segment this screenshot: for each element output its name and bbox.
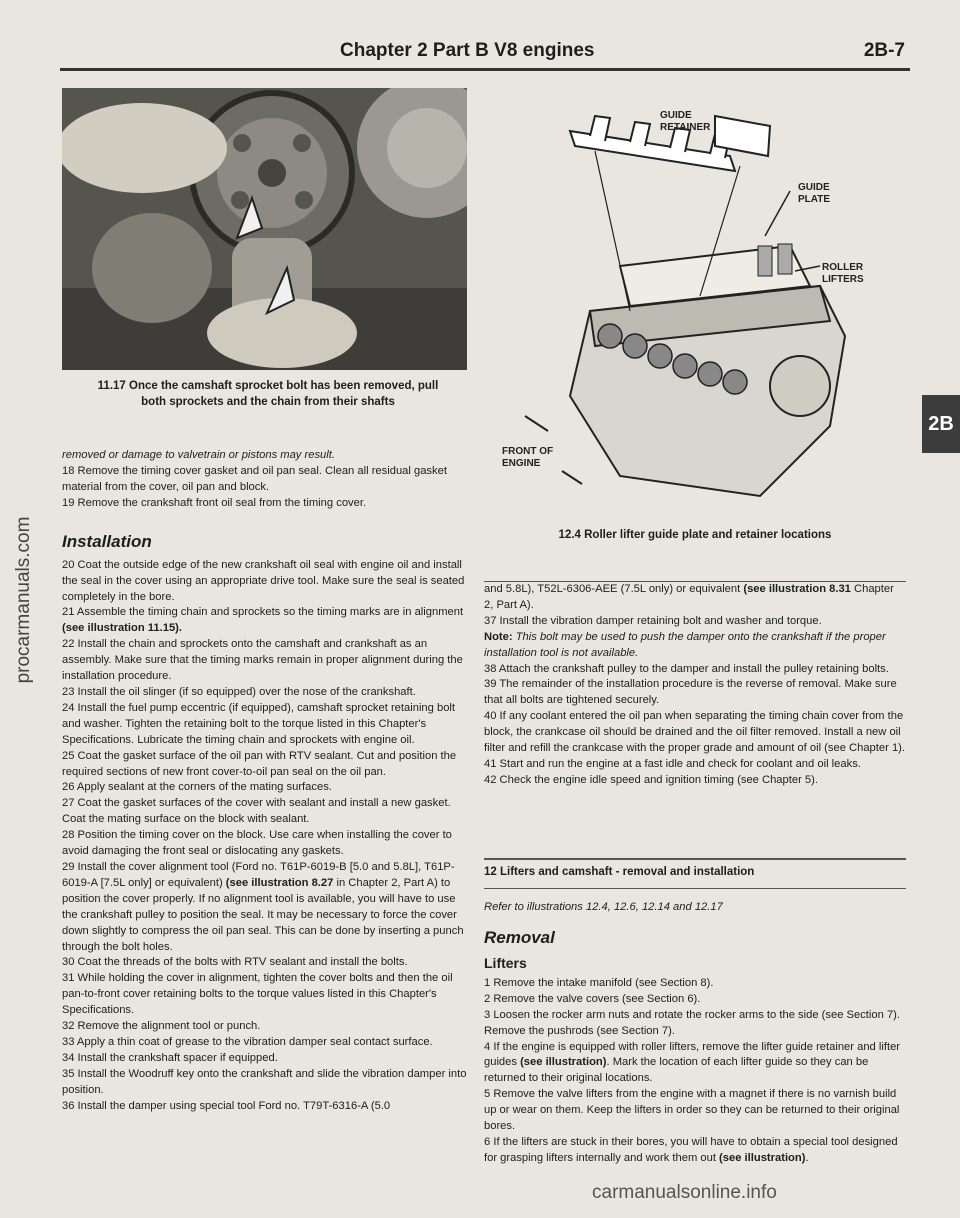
- section-rule-bottom: [484, 888, 906, 889]
- header-rule: [60, 68, 910, 71]
- timing-chain-photo: [62, 88, 467, 370]
- note-text: This bolt may be used to push the damper onto the crankshaft if the proper installation tool is not available.: [484, 630, 886, 659]
- step-36-cont-ref: (see illustration 8.31: [743, 583, 851, 595]
- step-40: 40 If any coolant entered the oil pan when separating the timing chain cover from the block, the crankcase oil should be drained and the oil filter removed. Install a new oil filter and refill the crankcase with the proper grade and amount of oil (see Chapter 1).: [484, 710, 906, 755]
- label-guide-retainer: [660, 110, 710, 133]
- step-36-continued: [484, 582, 906, 614]
- footer-watermark: carmanualsonline.info: [592, 1182, 777, 1203]
- step-41: 41 Start and run the engine at a fast idle and check for coolant and oil leaks.: [484, 757, 861, 770]
- step-18: 18 Remove the timing cover gasket and oil pan seal. Clean all residual gasket material from the cover, oil pan and block.: [62, 464, 447, 493]
- lifter-step-6-b: .: [805, 1151, 809, 1164]
- right-lower-column: [484, 900, 906, 1167]
- step-30: 30 Coat the threads of the bolts with RTV sealant and install the bolts.: [62, 956, 408, 969]
- right-text-column: [484, 582, 906, 789]
- side-watermark-text: procarmanuals.com: [13, 516, 34, 684]
- left-text-column: [62, 448, 474, 1114]
- figure-11-17-caption: [62, 379, 474, 410]
- section-12-title: 12 Lifters and camshaft - removal and installation: [484, 866, 755, 878]
- label-front-of-engine-line2: ENGINE: [502, 457, 541, 469]
- lifter-step-6: [484, 1135, 906, 1167]
- step-36: 36 Install the damper using special tool Ford no. T79T-6316-A (5.0: [62, 1099, 391, 1112]
- step-23: 23 Install the oil slinger (if so equipped) over the nose of the crankshaft.: [62, 686, 416, 698]
- step-29: [62, 860, 474, 955]
- removal-heading: Removal: [484, 927, 555, 947]
- intro-text: removed or damage to valvetrain or pistons may result.: [62, 449, 335, 461]
- step-29-text-b: in Chapter 2, Part A) to position the cover properly. If no alignment tool is available, you will have to use the crankshaft pulley to position the seal. It may be necessary to force the cover down slightly to compress the oil pan seal. This can be done by inserting a punch through the bolt holes.: [62, 876, 464, 953]
- section-tab: 2B: [922, 395, 960, 453]
- figure-12-4-caption: 12.4 Roller lifter guide plate and retainer locations: [558, 529, 832, 541]
- step-29-text-a: 29 Install the cover alignment tool (Ford no. T61P-6019-B [5.0 and 5.8L], T61P-6019-A [7.5L only] or equivalent): [62, 860, 455, 889]
- step-31: 31 While holding the cover in alignment, tighten the cover bolts and then the oil pan-to-front cover retaining bolts to the torque values listed in this Chapter's Specifications.: [62, 972, 453, 1017]
- step-27: 27 Coat the gasket surfaces of the cover with sealant and install a new gasket. Coat the mating surface on the block with sealant.: [62, 797, 451, 826]
- step-37: 37 Install the vibration damper retaining bolt and washer and torque.: [484, 614, 822, 627]
- step-36-cont-a: and 5.8L), T52L-6306-AEE (7.5L only) or equivalent: [484, 583, 744, 595]
- label-guide-plate-line1: GUIDE: [798, 182, 830, 193]
- step-32: 32 Remove the alignment tool or punch.: [62, 1020, 261, 1033]
- lifter-step-4: [484, 1040, 906, 1088]
- label-guide-retainer-line2: RETAINER: [660, 121, 711, 133]
- label-roller-lifters-line1: ROLLER: [822, 262, 864, 273]
- figure-11-17-caption-line1: 11.17 Once the camshaft sprocket bolt has been removed, pull: [97, 380, 439, 392]
- page-header: [60, 40, 905, 70]
- label-roller-lifters-line2: LIFTERS: [822, 273, 864, 285]
- step-34: 34 Install the crankshaft spacer if equipped.: [62, 1051, 278, 1064]
- chapter-title: Chapter 2 Part B V8 engines: [340, 40, 595, 61]
- step-29-ref: (see illustration 8.27: [225, 876, 334, 889]
- label-guide-plate: [798, 182, 830, 205]
- lifter-step-1: 1 Remove the intake manifold (see Section 8).: [484, 976, 714, 989]
- lifter-step-6-ref: (see illustration): [719, 1151, 806, 1164]
- installation-heading: Installation: [62, 531, 152, 551]
- refer-text: Refer to illustrations 12.4, 12.6, 12.14 and 12.17: [484, 901, 723, 913]
- lifter-step-4-b: . Mark the location of each lifter guide so they can be returned to their original locations.: [484, 1056, 869, 1085]
- label-guide-plate-line2: PLATE: [798, 193, 831, 205]
- lifter-step-3: 3 Loosen the rocker arm nuts and rotate the rocker arms to the side (see Section 7). Remove the pushrods (see Section 7).: [484, 1008, 901, 1037]
- label-front-of-engine: [502, 446, 553, 469]
- lifters-heading: Lifters: [484, 955, 527, 972]
- step-19: 19 Remove the crankshaft front oil seal from the timing cover.: [62, 496, 367, 509]
- label-guide-retainer-line1: GUIDE: [660, 110, 692, 121]
- note-label: Note:: [484, 630, 513, 643]
- engine-diagram: [500, 96, 905, 516]
- label-roller-lifters: [822, 262, 864, 285]
- step-25: 25 Coat the gasket surface of the oil pan with RTV sealant. Cut and position the required sections of new front cover-to-oil pan seal on the oil pan.: [62, 749, 457, 778]
- side-watermark: [4, 350, 44, 850]
- page-number: 2B-7: [863, 40, 905, 61]
- step-36-cont-b: Chapter 2, Part A).: [484, 583, 894, 611]
- engine-diagram-drawing: [500, 96, 905, 516]
- step-21-ref: (see illustration 11.15).: [62, 622, 183, 635]
- step-21: [62, 605, 474, 637]
- step-24: 24 Install the fuel pump eccentric (if equipped), camshaft sprocket retaining bolt and washer. Tighten the retaining bolt to the torque listed in this Chapter's Specifications. Lubricate the timing chain and sprockets with engine oil.: [62, 701, 456, 746]
- timing-chain-photo-illustration: [62, 88, 467, 370]
- step-26: 26 Apply sealant at the corners of the mating surfaces.: [62, 781, 332, 794]
- step-22: 22 Install the chain and sprockets onto the camshaft and crankshaft as an assembly. Make sure that the timing marks remain in proper alignment during the installation procedure.: [62, 638, 463, 683]
- lifter-step-6-a: 6 If the lifters are stuck in their bores, you will have to obtain a special tool designed for grasping lifters internally and work them out: [484, 1135, 898, 1164]
- step-20: 20 Coat the outside edge of the new crankshaft oil seal with engine oil and install the seal in the cover using an appropriate drive tool. Make sure the seal is seated completely in the bore.: [62, 558, 465, 603]
- step-33: 33 Apply a thin coat of grease to the vibration damper seal contact surface.: [62, 1035, 433, 1048]
- lifter-step-5: 5 Remove the valve lifters from the engine with a magnet if there is no varnish build up or wear on them. Keep the lifters in order so they can be returned to their original bores.: [484, 1088, 900, 1133]
- step-38: 38 Attach the crankshaft pulley to the damper and install the pulley retaining bolts.: [484, 662, 889, 675]
- lifter-step-4-ref: (see illustration): [520, 1056, 607, 1069]
- lifter-step-4-a: 4 If the engine is equipped with roller lifters, remove the lifter guide retainer and lifter guides: [484, 1040, 901, 1069]
- label-front-of-engine-line1: FRONT OF: [502, 446, 554, 457]
- lifter-step-2: 2 Remove the valve covers (see Section 6).: [484, 992, 701, 1005]
- step-39: 39 The remainder of the installation procedure is the reverse of removal. Make sure that all bolts are tightened securely.: [484, 678, 897, 707]
- step-21-text: 21 Assemble the timing chain and sprockets so the timing marks are in alignment: [62, 606, 464, 619]
- step-35: 35 Install the Woodruff key onto the crankshaft and slide the vibration damper into position.: [62, 1067, 467, 1096]
- step-42: 42 Check the engine idle speed and ignition timing (see Chapter 5).: [484, 773, 818, 786]
- figure-11-17-caption-line2: both sprockets and the chain from their shafts: [141, 395, 395, 408]
- note: [484, 630, 906, 662]
- step-28: 28 Position the timing cover on the block. Use care when installing the cover to avoid damaging the front seal or dislocating any gaskets.: [62, 829, 452, 858]
- section-rule-top: [484, 858, 906, 860]
